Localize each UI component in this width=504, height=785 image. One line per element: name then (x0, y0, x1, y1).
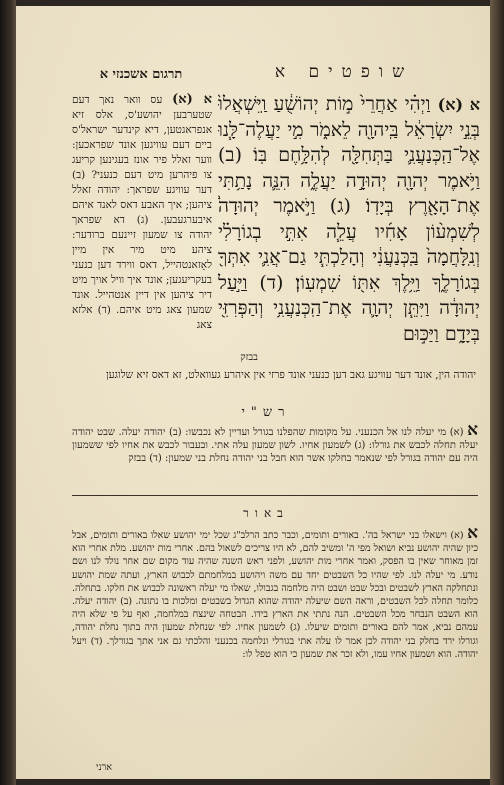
section-divider (72, 495, 478, 496)
bible-catchword: בבזק (240, 352, 258, 363)
book-spine (0, 0, 16, 785)
targum-continuation: יהודה הין, אונד דער עוויגע גאב דען כנעני אונד פרזי אין איהרע געוואלט, זא דאס זיא שלוגען (105, 369, 476, 381)
biur-commentary (72, 527, 478, 759)
page-header-title: שופטים א (274, 62, 414, 82)
targum-header-title: תרגום אשכנזי א (99, 67, 183, 82)
chapter-verse-marker: א (א) (437, 95, 480, 114)
rashi-commentary (72, 424, 478, 490)
biur-heading: באור (243, 506, 289, 520)
targum-column (72, 92, 212, 350)
rashi-text: (א) מי יעלה לנו אל הכנעני. על מקומות שהפלנו בגורל ועדיין לא נכבשו: (ב) יהודה יעלה. שבט יהודה יעלה תחלה לכבש את גורלו: (ג) לשמעון אחיו. לשון שמעון עלה אתי. ובעבור לכבש את אחיו לפי ששמעון היה עם יהודה בגורל לפי שנאמר בחלקו אשר הוא חבל בני יהודה נחלת בני שמעון: (ד) בבזק (72, 427, 478, 464)
biur-text: (א) וישאלו בני ישראל בה'. באורים ותומים, וכבר כתב הרלב"ג שכל ימי יהושע שאלו באורים ותומים, אבל כיון שהיה יהושע נביא ושואל מפי ה' ומשיב להם, לא היו צריכים לשאול בהם. אחרי מות יהושע. מלת אחרי הוא זמן מאוחר שאין בו הפסק, ואמר אחרי מות יהושע, ולפני ראש השנה שהיה עוד מקום שם אחר נולד לנו ושם נודע. מי יעלה לנו. לפי שהיו כל השבטים יחד עם משה ויהושע במלחמתם לכבוש הארץ, ועתה שמת יהושע ונתחלקה הארץ לשבטים ובכל שבט ושבט היה מלחמה בגבולו, שאלו מי יעלה ראשונה לכבוש את חלקו. בתחלה. כלומר תחלה לכל השבטים, וראה השם שיעלה יהודה שהוא הגדול בשבטים ומלכות בו נתונה. (ב) יהודה יעלה. הוא השבט הנבחר מכל השבטים. הנה נתתי את הארץ בידו. הבטחה שינצח במלחמה, ואף על פי שלא היה עמהם נביא, אמר להם באורים ותומים שיעלו. (ג) לשמעון אחיו. לפי שנחלת שמעון היה בתוך נחלת יהודה, וגורלו ירד בחלק בני יהודה לכן אמר לו עלה אתי בגורלי ונלחמה בכנעני והלכתי גם אני אתך בגורלך. (ד) ויעל יהודה. הוא ושמעון אחיו עמו, ולא זכר את שמעון כי הוא טפל לו: (72, 530, 478, 660)
book-page (16, 6, 490, 779)
rashi-chapter-marker: א (467, 424, 478, 440)
targum-text: עס וואר נאך דעם שטערבען יהושע'ס, אלס זיא אנפראגטען, דיא קינדער ישראל'ס ביים דעם עוויגען אונד שפראכען: ווער זאלל פיר אונז בעגינען קריעג צו פיהרען מיט דעם כנעני? (ב) דער עוויגע שפראך: יהודה זאלל ציהען; איך האבע דאס לאנד איהם איבערגעבען. (ג) דא שפראך יהודה צו שמעון זיינעם ברודער: ציהע מיט מיר אין מיין לאָזאנטהייל, דאס ווירד דען כנעני בעקריעגען; אונד איך וויל אויך מיט דיר ציהען אין דיין אנטהייל. אונד שמעון צאג מיט איהם. (ד) אלזא צאג (72, 94, 212, 331)
targum-verse-marker: א (א) (172, 92, 212, 107)
biur-catchword: ארני (96, 762, 112, 773)
book-edge (490, 0, 504, 785)
biur-chapter-marker: א (467, 527, 478, 543)
bible-text-column (218, 92, 480, 350)
bible-text: וַיְהִ֗י אַחֲרֵי֙ מ֣וֹת יְהוֹשֻׁ֔עַ וַֽיִּשְׁאֲלוּ֙ בְּנֵ֣י יִשְׂרָאֵ֔ל בַּֽיהוָ֖ה לֵאמֹ֑ר מִ֣י יַעֲלֶה־לָּ֧נוּ אֶל־הַֽכְּנַעֲנִ֛י בַּתְּחִלָּ֖ה לְהִלָּ֥חֶם בּֽוֹ׃ (ב) וַיֹּ֥אמֶר יְהוָ֖ה יְהוּדָ֣ה יַעֲלֶ֑ה הִנֵּ֛ה נָתַ֥תִּי אֶת־הָאָ֖רֶץ בְּיָדֽוֹ׃ (ג) וַיֹּ֣אמֶר יְהוּדָה֩ לְשִׁמְע֨וֹן אָחִ֜יו עֲלֵ֧ה אִתִּ֣י בְגוֹרָלִ֗י וְנִֽלָּחֲמָה֙ בַּֽכְּנַעֲנִ֔י וְהָלַכְתִּ֧י גַם־אֲנִ֛י אִתְּךָ֖ בְּגוֹרָלֶ֑ךָ וַיֵּ֥לֶךְ אִתּ֖וֹ שִׁמְעֽוֹן׃ (ד) וַיַּ֣עַל יְהוּדָ֔ה וַיִּתֵּ֧ן יְהוָ֛ה אֶת־הַֽכְּנַעֲנִ֥י וְהַפְּרִזִּ֖י בְּיָדָ֑ם וַיַּכּ֣וּם (218, 93, 480, 345)
rashi-heading: רש"י (241, 405, 291, 420)
